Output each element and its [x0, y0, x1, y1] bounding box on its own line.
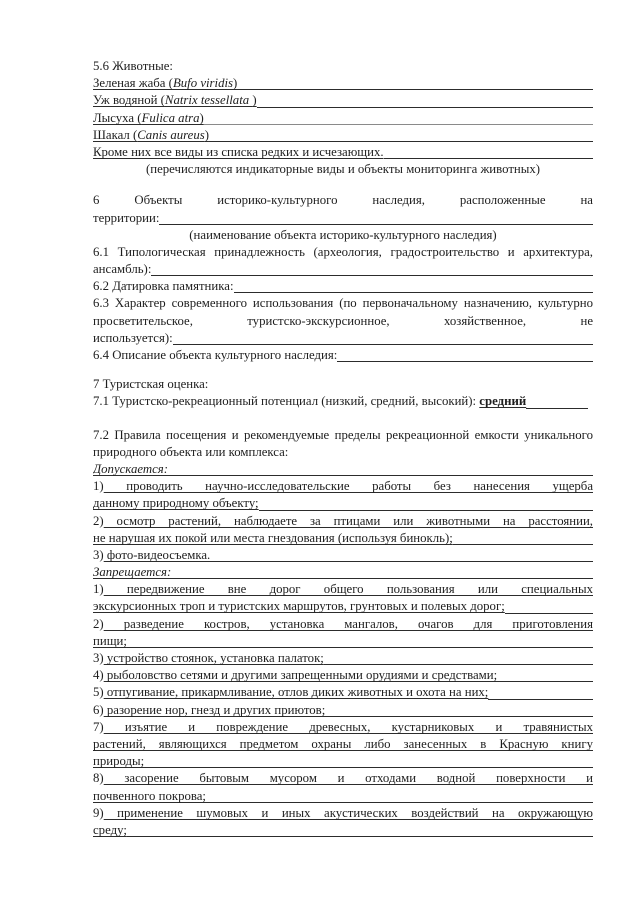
- text-segment: изъятие и повреждение древесных, кустарниковых и травянистых: [103, 719, 593, 734]
- text-segment: ансамбль):: [93, 262, 152, 277]
- text-segment: устройство стоянок, установка палаток;: [103, 651, 324, 665]
- forbidden-item-7-line-1: [93, 719, 593, 736]
- text-segment: Зеленая жаба (: [93, 76, 173, 91]
- text-segment: среду;: [93, 822, 127, 837]
- text-segment: растений, являющихся предметом охраны либо занесенных в Красную книгу: [93, 736, 593, 751]
- item-6-3-line-2: [93, 313, 593, 330]
- item-number: 8): [93, 771, 104, 786]
- text-segment: Уж водяной (: [93, 93, 165, 108]
- text-segment: 6.4 Описание объекта культурного наследия:: [93, 348, 338, 362]
- heritage-caption: [93, 227, 593, 244]
- latin-species-name: Fulica atra: [141, 110, 200, 125]
- text-segment: просветительское, туристско-экскурсионное, хозяйственное, не: [93, 313, 593, 328]
- blank-underline: [127, 633, 593, 650]
- text-segment: отпугивание, прикармливание, отлов диких животных и охота на них;: [103, 685, 489, 700]
- forbidden-item-3: [93, 650, 593, 667]
- text-segment: разорение нор, гнезд и других приютов;: [103, 702, 326, 717]
- text-segment: осмотр растений, наблюдаете за птицами или животными на расстоянии,: [103, 513, 593, 528]
- forbidden-item-9-line-1: [93, 805, 593, 822]
- text-segment: засорение бытовым мусором и отходами водной поверхности и: [103, 771, 593, 786]
- text-segment: не нарушая их покой или места гнездования (используя бинокль);: [93, 530, 453, 545]
- text-segment: ): [204, 127, 209, 142]
- animal-green-toad: [93, 75, 593, 92]
- heading-6-heritage: [93, 192, 593, 209]
- forbidden-item-1-line-1: [93, 581, 593, 598]
- blank-underline: [127, 822, 593, 839]
- item-number: 1): [93, 582, 104, 597]
- blank-underline: [234, 278, 593, 295]
- blank-underline: [453, 530, 593, 547]
- forbidden-item-5: [93, 684, 593, 701]
- text-segment: 7.1 Туристско-рекреационный потенциал (низкий, средний, высокий):: [93, 394, 480, 409]
- text-segment: рыболовство сетями и другими запрещенными орудиями и средствами;: [103, 668, 498, 683]
- text-segment: передвижение вне дорог общего пользования или специальных: [103, 582, 593, 597]
- blank-underline: [526, 393, 588, 410]
- text-segment: Шакал (: [93, 127, 138, 142]
- animal-dice-snake: [93, 92, 593, 109]
- forbidden-item-7-line-3: [93, 753, 593, 770]
- animal-jackal: [93, 127, 593, 144]
- item-number: 2): [93, 616, 104, 631]
- item-number: 9): [93, 805, 104, 820]
- latin-species-name: Запрещается:: [93, 565, 172, 580]
- item-6-3-line-1: [93, 295, 593, 312]
- forbidden-item-1-line-2: [93, 598, 593, 615]
- text-segment: почвенного покрова;: [93, 788, 206, 803]
- forbidden-item-2-line-1: [93, 616, 593, 633]
- text-segment: Кроме них все виды из списка редких и исчезающих.: [93, 144, 384, 159]
- item-number: 7): [93, 719, 104, 734]
- text-segment: (наименование объекта историко-культурного наследия): [189, 227, 497, 242]
- item-number: 3): [93, 547, 104, 562]
- item-6-3-line-3: [93, 330, 593, 347]
- blank-underline: [144, 753, 593, 770]
- heading-5-6-animals: [93, 58, 593, 75]
- latin-species-name: Natrix tessellata: [164, 93, 253, 108]
- text-segment: данному природному объекту;: [93, 496, 259, 511]
- blank-underline: [324, 650, 593, 667]
- allowed-item-2-line-2: [93, 530, 593, 547]
- text-segment: природного объекта или комплекса:: [93, 444, 289, 459]
- text-segment: 7.2 Правила посещения и рекомендуемые пределы рекреационной емкости уникального: [93, 427, 593, 442]
- text-segment: разведение костров, установка мангалов, очагов для приготовления: [103, 616, 593, 631]
- latin-species-name: Bufo viridis: [172, 76, 234, 91]
- forbidden-item-2-line-2: [93, 633, 593, 650]
- blank-underline: [210, 547, 593, 564]
- text-segment: применение шумовых и иных акустических воздействий на окружающую: [103, 805, 593, 820]
- forbidden-item-7-line-2: [93, 736, 593, 753]
- latin-species-name: Допускается:: [93, 461, 169, 476]
- blank-underline: [171, 564, 593, 581]
- blank-underline: [497, 667, 593, 684]
- animals-other-species: [93, 144, 593, 161]
- blank-underline: [209, 127, 593, 144]
- text-segment: 6.1 Типологическая принадлежность (археология, градостроительство и архитектура,: [93, 244, 593, 259]
- blank-underline: [237, 75, 593, 92]
- item-number: 1): [93, 479, 104, 494]
- blank-underline: [259, 495, 593, 512]
- item-7-2-line-1: [93, 427, 593, 444]
- text-segment: (перечисляются индикаторные виды и объекты мониторинга животных): [145, 162, 541, 177]
- blank-underline: [151, 261, 593, 278]
- blank-underline: [173, 330, 593, 347]
- forbidden-item-8-line-1: [93, 770, 593, 787]
- text-segment: ): [233, 76, 238, 91]
- item-6-1-line-1: [93, 244, 593, 261]
- latin-species-name: Canis aureus: [137, 127, 205, 142]
- field-6-territory: [93, 210, 593, 227]
- blank-line: [93, 364, 593, 376]
- animal-coot: [93, 110, 593, 127]
- blank-underline: [168, 461, 593, 478]
- animals-caption: [93, 161, 593, 178]
- text-segment: 6.2 Датировка памятника:: [93, 279, 234, 294]
- item-7-2-line-2: [93, 444, 593, 461]
- item-7-1-potential: [93, 393, 593, 410]
- allowed-item-1-line-1: [93, 478, 593, 495]
- heading-7-tourist-assessment: [93, 376, 593, 393]
- blank-underline: [257, 92, 593, 109]
- blank-underline: [384, 144, 593, 161]
- item-number: 2): [93, 513, 104, 528]
- allowed-item-2-line-1: [93, 513, 593, 530]
- text-segment: ): [252, 93, 257, 108]
- text-segment: 6.3 Характер современного использования (по первоначальному назначению, культурно: [93, 296, 593, 311]
- item-6-1-line-2: [93, 261, 593, 278]
- item-number: 6): [93, 702, 104, 717]
- blank-underline: [505, 598, 593, 615]
- blank-underline: [488, 684, 593, 701]
- forbidden-item-9-line-2: [93, 822, 593, 839]
- forbidden-item-6: [93, 702, 593, 719]
- forbidden-item-8-line-2: [93, 788, 593, 805]
- text-segment: используется):: [93, 330, 173, 345]
- allowed-item-3: [93, 547, 593, 564]
- text-segment: 5.6 Животные:: [93, 59, 173, 73]
- item-6-4-description: [93, 347, 593, 364]
- blank-underline: [159, 210, 593, 227]
- item-6-2-dating: [93, 278, 593, 295]
- allowed-heading: [93, 461, 593, 478]
- blank-underline: [325, 702, 593, 719]
- item-number: 5): [93, 685, 104, 700]
- allowed-item-1-line-2: [93, 495, 593, 512]
- text-segment: средний: [479, 394, 527, 409]
- text-segment: фото-видеосъемка.: [103, 547, 211, 562]
- text-segment: ): [199, 110, 204, 125]
- blank-line: [93, 411, 593, 427]
- text-segment: пищи;: [93, 633, 127, 648]
- blank-underline: [337, 347, 593, 364]
- forbidden-heading: [93, 564, 593, 581]
- forbidden-item-4: [93, 667, 593, 684]
- blank-underline: [204, 110, 593, 127]
- text-segment: территории:: [93, 210, 160, 225]
- text-segment: природы;: [93, 754, 145, 769]
- item-number: 4): [93, 668, 104, 683]
- text-segment: проводить научно-исследовательские работы без нанесения ущерба: [103, 479, 593, 494]
- text-segment: экскурсионных троп и туристских маршрутов, грунтовых и полевых дорог;: [93, 599, 505, 614]
- item-number: 3): [93, 651, 104, 665]
- blank-line: [93, 178, 593, 192]
- text-segment: 7 Туристская оценка:: [93, 377, 209, 392]
- text-segment: 6 Объекты историко-культурного наследия, расположенные на: [93, 193, 593, 208]
- blank-underline: [206, 788, 593, 805]
- text-segment: Лысуха (: [93, 110, 142, 125]
